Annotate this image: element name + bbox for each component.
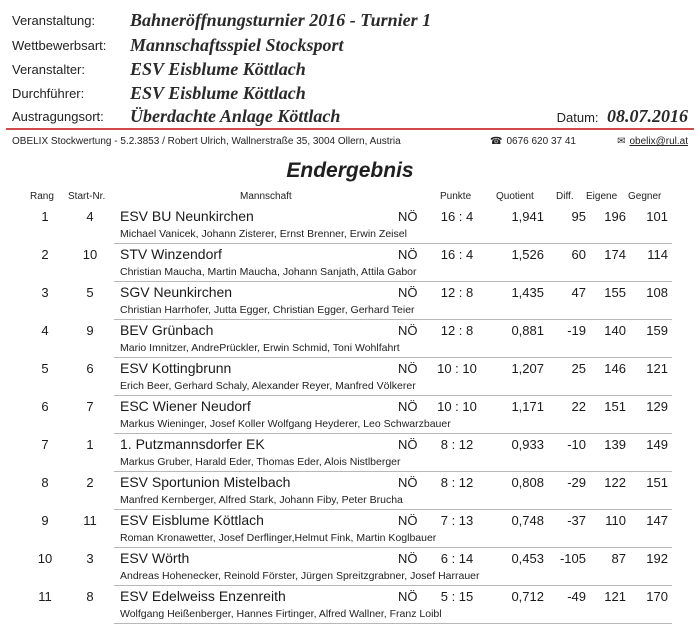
start-number-cell: 6: [86, 361, 94, 376]
own-score-cell: 139: [604, 437, 626, 452]
own-score-cell: 122: [604, 475, 626, 490]
rank-cell: 1: [41, 209, 49, 224]
own-score-cell: 121: [604, 589, 626, 604]
diff-cell: 47: [571, 285, 586, 300]
opponent-score-cell: 114: [647, 247, 668, 262]
executor-label: Durchführer:: [12, 86, 85, 101]
quotient-cell: 0,748: [511, 513, 544, 528]
venue-value: Überdachte Anlage Köttlach: [130, 106, 341, 126]
rank-cell: 3: [41, 285, 49, 300]
table-row: [0, 244, 700, 282]
start-number-cell: 4: [86, 209, 94, 224]
players-list: Christian Harrhofer, Jutta Egger, Christian Egger, Gerhard Teier: [120, 304, 415, 316]
start-number-cell: 8: [86, 589, 94, 604]
own-score-cell: 174: [604, 247, 626, 262]
quotient-cell: 0,881: [511, 323, 544, 338]
quotient-cell: 1,526: [511, 247, 544, 262]
header-divider: [6, 128, 694, 130]
state-cell: NÖ: [398, 361, 418, 376]
diff-cell: -37: [567, 513, 586, 528]
start-number-cell: 2: [86, 475, 94, 490]
own-score-cell: 87: [611, 551, 626, 566]
team-name: SGV Neunkirchen: [120, 284, 233, 300]
own-score-cell: 140: [604, 323, 626, 338]
state-cell: NÖ: [398, 475, 418, 490]
points-cell: 10 : 10: [437, 399, 477, 414]
own-score-cell: 196: [604, 209, 626, 224]
diff-cell: 22: [571, 399, 586, 414]
date-value: 08.07.2016: [607, 106, 688, 126]
start-number-cell: 3: [86, 551, 94, 566]
rank-cell: 4: [41, 323, 49, 338]
start-number-cell: 5: [86, 285, 94, 300]
players-list: Roman Kronawetter, Josef Derflinger,Helmut Fink, Martin Koglbauer: [120, 532, 437, 544]
own-score-cell: 155: [604, 285, 626, 300]
col-points: Punkte: [440, 191, 472, 202]
table-row: [0, 510, 700, 548]
opponent-score-cell: 108: [646, 285, 668, 300]
quotient-cell: 0,808: [511, 475, 544, 490]
start-number-cell: 7: [86, 399, 94, 414]
event-value: Bahneröffnungsturnier 2016 - Turnier 1: [130, 10, 432, 30]
rank-cell: 11: [38, 589, 52, 604]
points-cell: 8 : 12: [440, 475, 474, 490]
team-name: 1. Putzmannsdorfer EK: [120, 436, 265, 452]
opponent-score-cell: 159: [646, 323, 668, 338]
quotient-cell: 1,435: [511, 285, 544, 300]
state-cell: NÖ: [398, 399, 418, 414]
team-name: BEV Grünbach: [120, 322, 214, 338]
phone-block: [490, 136, 576, 147]
state-cell: NÖ: [398, 551, 418, 566]
points-cell: 10 : 10: [437, 361, 477, 376]
state-cell: NÖ: [398, 323, 418, 338]
organizer-value: ESV Eisblume Köttlach: [130, 59, 306, 79]
table-row: [0, 434, 700, 472]
email-block[interactable]: [617, 136, 688, 147]
date-block: [557, 106, 688, 127]
state-cell: NÖ: [398, 589, 418, 604]
opponent-score-cell: 147: [646, 513, 668, 528]
start-number-cell: 9: [86, 323, 94, 338]
rank-cell: 10: [37, 551, 53, 566]
rank-cell: 9: [41, 513, 49, 528]
header-row-venue: [12, 106, 688, 130]
opponent-score-cell: 129: [646, 399, 668, 414]
col-team: Mannschaft: [240, 191, 292, 202]
organizer-label: Veranstalter:: [12, 62, 85, 77]
opponent-score-cell: 151: [646, 475, 668, 490]
own-score-cell: 151: [604, 399, 626, 414]
own-score-cell: 146: [604, 361, 626, 376]
table-row: [0, 206, 700, 244]
team-name: ESV Wörth: [120, 550, 190, 566]
row-divider: [114, 623, 672, 624]
table-row: [0, 548, 700, 586]
rank-cell: 5: [41, 361, 49, 376]
players-list: Markus Wieninger, Josef Koller Wolfgang Heyderer, Leo Schwarzbauer: [120, 418, 451, 430]
page-title: Endergebnis: [286, 159, 414, 182]
state-cell: NÖ: [398, 247, 418, 262]
state-cell: NÖ: [398, 513, 418, 528]
team-name: ESV Sportunion Mistelbach: [120, 474, 291, 490]
opponent-score-cell: 170: [646, 589, 668, 604]
table-row: [0, 396, 700, 434]
players-list: Mario Imnitzer, AndrePrückler, Erwin Schmid, Toni Wohlfahrt: [120, 342, 400, 354]
col-quotient: Quotient: [496, 191, 534, 202]
players-list: Erich Beer, Gerhard Schaly, Alexander Reyer, Manfred Völkerer: [120, 380, 416, 392]
team-name: ESV Edelweiss Enzenreith: [120, 588, 286, 604]
diff-cell: -49: [567, 589, 586, 604]
col-opp: Gegner: [628, 191, 662, 202]
rank-cell: 6: [41, 399, 49, 414]
date-label: Datum:: [556, 110, 599, 125]
phone-icon: ☎: [490, 136, 503, 147]
points-cell: 6 : 14: [440, 551, 474, 566]
diff-cell: 60: [571, 247, 586, 262]
points-cell: 12 : 8: [440, 323, 474, 338]
quotient-cell: 1,941: [511, 209, 544, 224]
opponent-score-cell: 149: [646, 437, 668, 452]
own-score-cell: 110: [605, 513, 626, 528]
team-name: ESV Kottingbrunn: [120, 360, 232, 376]
points-cell: 16 : 4: [440, 247, 474, 262]
opponent-score-cell: 192: [646, 551, 668, 566]
team-name: ESV BU Neunkirchen: [120, 208, 254, 224]
quotient-cell: 0,453: [511, 551, 544, 566]
start-number-cell: 1: [86, 437, 94, 452]
venue-label: Austragungsort:: [12, 109, 104, 124]
start-number-cell: 11: [83, 513, 97, 528]
quotient-cell: 0,933: [511, 437, 544, 452]
diff-cell: 95: [571, 209, 586, 224]
opponent-score-cell: 121: [646, 361, 668, 376]
diff-cell: 25: [571, 361, 586, 376]
team-name: STV Winzendorf: [120, 246, 222, 262]
table-row: [0, 472, 700, 510]
opponent-score-cell: 101: [646, 209, 668, 224]
header-row-executor: [12, 83, 688, 107]
quotient-cell: 1,207: [511, 361, 544, 376]
players-list: Andreas Hohenecker, Reinold Förster, Jürgen Spreitzgrabner, Josef Harrauer: [120, 570, 480, 582]
state-cell: NÖ: [398, 209, 418, 224]
diff-cell: -10: [567, 437, 586, 452]
col-diff: Diff.: [556, 191, 574, 202]
diff-cell: -105: [559, 551, 586, 566]
state-cell: NÖ: [398, 437, 418, 452]
state-cell: NÖ: [398, 285, 418, 300]
table-row: [0, 358, 700, 396]
points-cell: 7 : 13: [440, 513, 474, 528]
table-row: [0, 282, 700, 320]
header-row-event: [12, 10, 688, 34]
phone-number: 0676 620 37 41: [506, 136, 576, 147]
players-list: Wolfgang Heißenberger, Hannes Firtinger, Alfred Wallner, Franz Loibl: [120, 608, 442, 620]
col-own: Eigene: [586, 191, 618, 202]
points-cell: 8 : 12: [440, 437, 474, 452]
software-info-row: [12, 136, 688, 150]
start-number-cell: 10: [82, 247, 98, 262]
quotient-cell: 0,712: [511, 589, 544, 604]
points-cell: 5 : 15: [440, 589, 474, 604]
header-row-competition-type: [12, 35, 688, 59]
event-label: Veranstaltung:: [12, 13, 96, 28]
software-credit: OBELIX Stockwertung - 5.2.3853 / Robert Ulrich, Wallnerstraße 35, 3004 Ollern, Austria: [12, 136, 401, 147]
rank-cell: 2: [41, 247, 49, 262]
table-row: [0, 320, 700, 358]
diff-cell: -19: [567, 323, 586, 338]
col-start: Start-Nr.: [68, 191, 106, 202]
rank-cell: 7: [41, 437, 49, 452]
executor-value: ESV Eisblume Köttlach: [130, 83, 306, 103]
players-list: Manfred Kernberger, Alfred Stark, Johann Fiby, Peter Brucha: [120, 494, 403, 506]
players-list: Christian Maucha, Martin Maucha, Johann Sanjath, Attila Gabor: [120, 266, 417, 278]
points-cell: 12 : 8: [440, 285, 474, 300]
col-rank: Rang: [30, 191, 54, 202]
table-row: [0, 586, 700, 624]
envelope-icon: ✉: [617, 136, 626, 147]
points-cell: 16 : 4: [440, 209, 474, 224]
rank-cell: 8: [41, 475, 49, 490]
email-address[interactable]: obelix@rul.at: [629, 136, 688, 147]
team-name: ESV Eisblume Köttlach: [120, 512, 264, 528]
competition-type-value: Mannschaftsspiel Stocksport: [130, 35, 344, 55]
players-list: Markus Gruber, Harald Eder, Thomas Eder, Alois Nistlberger: [120, 456, 401, 468]
competition-type-label: Wettbewerbsart:: [12, 38, 107, 53]
team-name: ESC Wiener Neudorf: [120, 398, 251, 414]
players-list: Michael Vanicek, Johann Zisterer, Ernst Brenner, Erwin Zeisel: [120, 228, 407, 240]
header-row-organizer: [12, 59, 688, 83]
diff-cell: -29: [567, 475, 586, 490]
quotient-cell: 1,171: [511, 399, 544, 414]
